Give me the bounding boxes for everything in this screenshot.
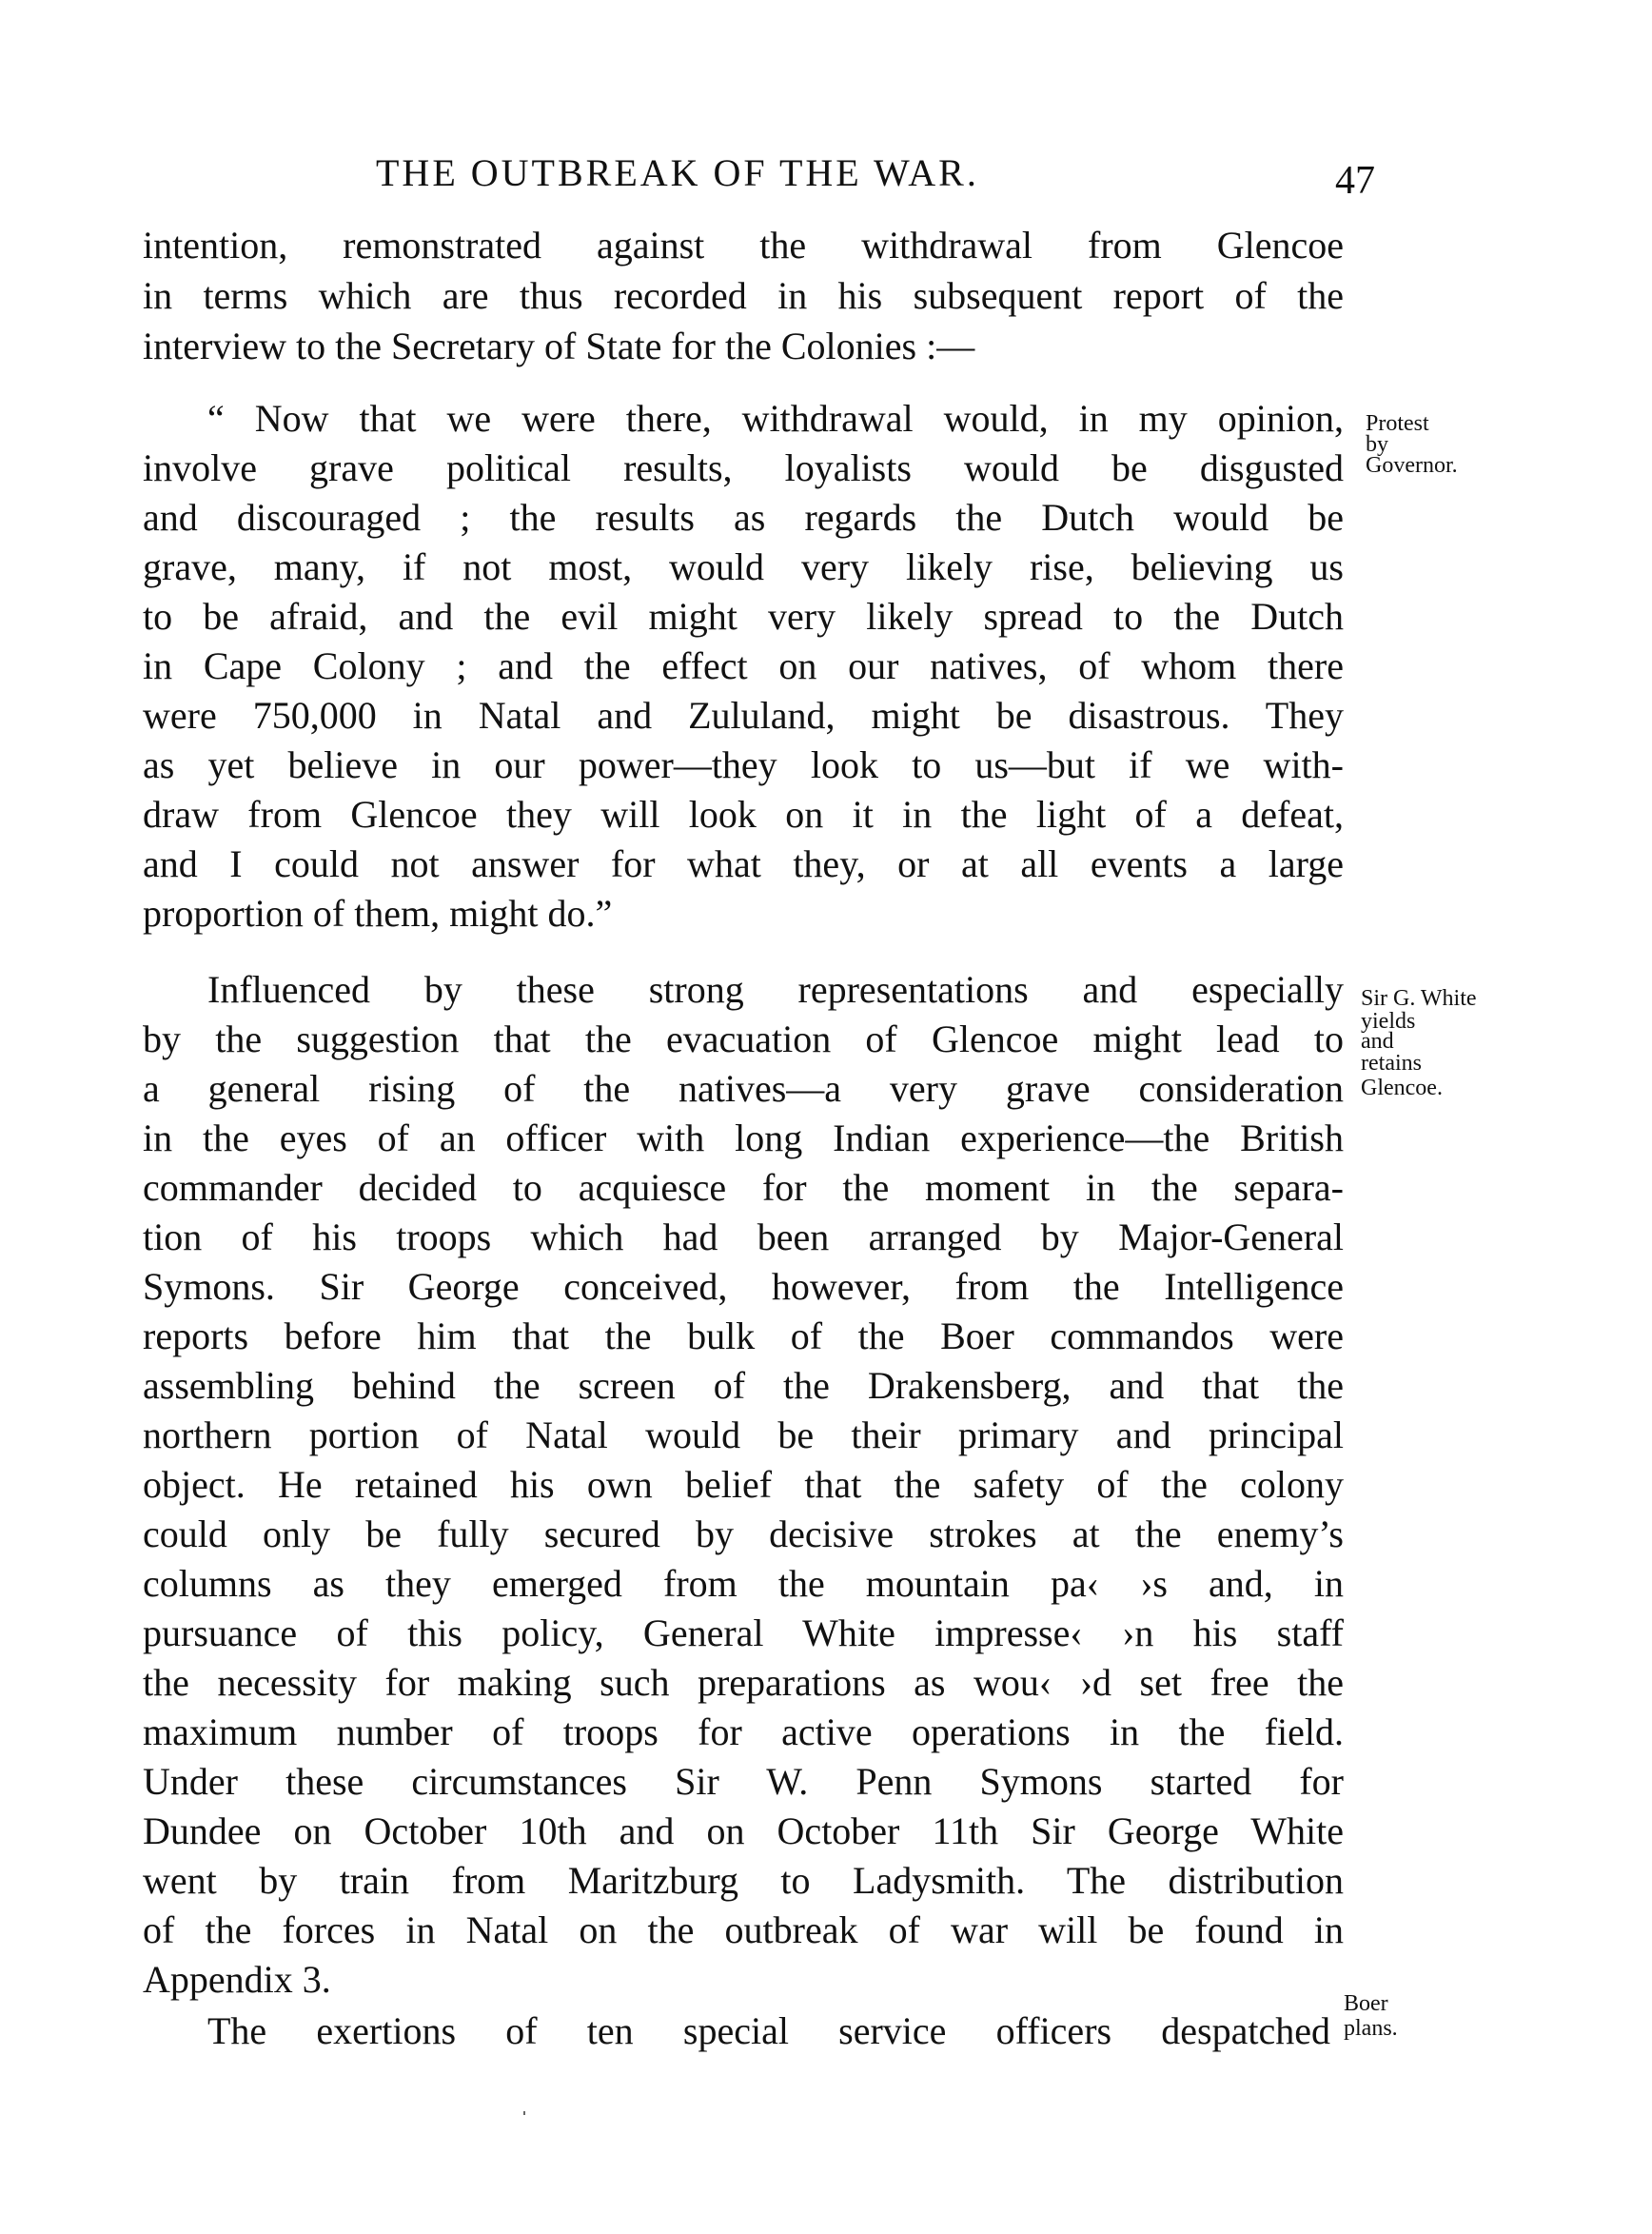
- note-line: Boer: [1344, 1991, 1388, 2016]
- text-line: intention, remonstrated against the withdrawal from Glencoe: [143, 224, 1344, 267]
- text-line: maximum number of troops for active operations in the field.: [143, 1710, 1344, 1753]
- text-line: in the eyes of an officer with long Indian experience—the British: [143, 1117, 1344, 1159]
- text-line: in Cape Colony ; and the effect on our natives, of whom there: [143, 644, 1344, 687]
- text-line: tion of his troops which had been arranged by Major-General: [143, 1216, 1344, 1258]
- text-line: by the suggestion that the evacuation of Glencoe might lead to: [143, 1018, 1344, 1060]
- text-line: of the forces in Natal on the outbreak of war will be found in: [143, 1908, 1344, 1951]
- text-line: commander decided to acquiesce for the moment in the separa-: [143, 1166, 1344, 1209]
- text-line: object. He retained his own belief that the safety of the colony: [143, 1463, 1344, 1506]
- text-line: Symons. Sir George conceived, however, from the Intelligence: [143, 1265, 1344, 1308]
- note-line: plans.: [1344, 2016, 1398, 2041]
- note-line: retains: [1361, 1051, 1422, 1076]
- text-line: “ Now that we were there, withdrawal would, in my opinion,: [207, 397, 1344, 440]
- note-line: Sir G. White: [1361, 986, 1477, 1011]
- text-line: columns as they emerged from the mountain pa‹ ›s and, in: [143, 1562, 1344, 1605]
- note-line: by: [1366, 432, 1388, 457]
- text-line: in terms which are thus recorded in his subsequent report of the: [143, 274, 1344, 317]
- margin-note-protest: [1366, 411, 1458, 478]
- note-line: Governor.: [1366, 453, 1458, 478]
- text-line: went by train from Maritzburg to Ladysmith. The distribution: [143, 1859, 1344, 1902]
- text-line: draw from Glencoe they will look on it in the light of a defeat,: [143, 793, 1344, 836]
- text-line: Influenced by these strong representations and especially: [207, 968, 1344, 1011]
- note-line: Glencoe.: [1361, 1076, 1443, 1100]
- text-line: pursuance of this policy, General White impresse‹ ›n his staff: [143, 1611, 1344, 1654]
- page-number: 47: [1335, 159, 1375, 203]
- scan-speck: [523, 2111, 525, 2115]
- note-line: yields: [1361, 1009, 1416, 1034]
- text-line: the necessity for making such preparations as wou‹ ›d set free the: [143, 1661, 1344, 1704]
- text-line: were 750,000 in Natal and Zululand, might be disastrous. They: [143, 694, 1344, 737]
- text-line: The exertions of ten special service officers despatched: [207, 2009, 1330, 2052]
- margin-note-boer-plans: [1344, 1991, 1398, 2041]
- text-line: northern portion of Natal would be their primary and principal: [143, 1414, 1344, 1456]
- text-line: reports before him that the bulk of the Boer commandos were: [143, 1315, 1344, 1357]
- margin-note-white-yields: [1361, 986, 1477, 1100]
- text-line: and I could not answer for what they, or at all events a large: [143, 842, 1344, 885]
- text-line: and discouraged ; the results as regards the Dutch would be: [143, 496, 1344, 539]
- text-line: grave, many, if not most, would very likely rise, believing us: [143, 545, 1344, 588]
- text-line: to be afraid, and the evil might very likely spread to the Dutch: [143, 595, 1344, 638]
- text-line: involve grave political results, loyalists would be disgusted: [143, 446, 1344, 489]
- text-line: a general rising of the natives—a very grave consideration: [143, 1067, 1344, 1110]
- text-line: proportion of them, might do.”: [143, 892, 613, 935]
- text-line: Under these circumstances Sir W. Penn Symons started for: [143, 1760, 1344, 1803]
- text-line: as yet believe in our power—they look to us—but if we with-: [143, 743, 1344, 786]
- running-header: THE OUTBREAK OF THE WAR.: [376, 151, 979, 194]
- note-line: and: [1361, 1029, 1394, 1054]
- text-line: assembling behind the screen of the Drakensberg, and that the: [143, 1364, 1344, 1407]
- note-line: Protest: [1366, 411, 1429, 436]
- text-line: interview to the Secretary of State for the Colonies :—: [143, 325, 975, 367]
- text-line: Appendix 3.: [143, 1958, 331, 2001]
- text-line: could only be fully secured by decisive strokes at the enemy’s: [143, 1512, 1344, 1555]
- text-line: Dundee on October 10th and on October 11th Sir George White: [143, 1809, 1344, 1852]
